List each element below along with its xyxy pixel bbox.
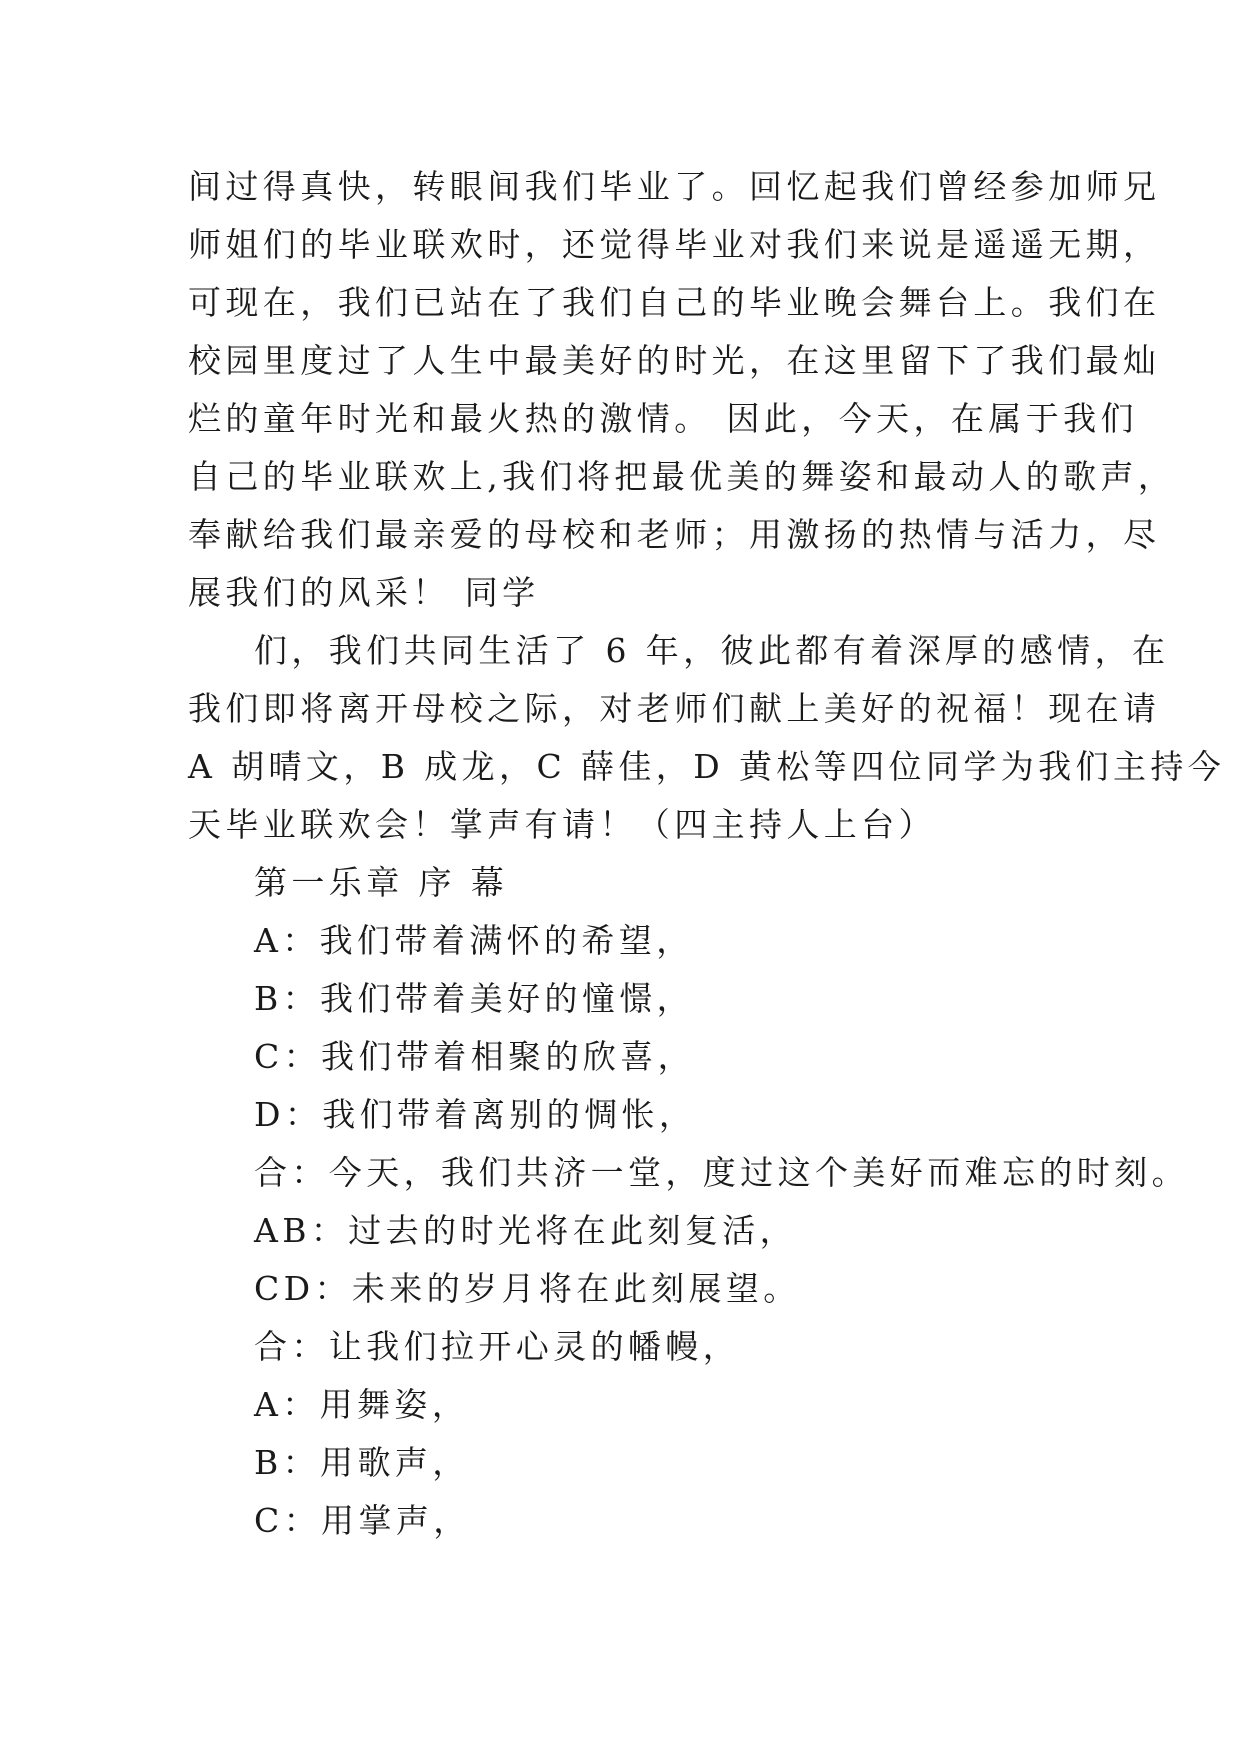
text-line: 可现在，我们已站在了我们自己的毕业晚会舞台上。我们在 — [188, 283, 1161, 322]
script-line: 合：今天，我们共济一堂，度过这个美好而难忘的时刻。 — [254, 1153, 1189, 1192]
document-body — [188, 158, 1226, 1550]
script-line: CD：未来的岁月将在此刻展望。 — [254, 1269, 801, 1308]
script-line: 合：让我们拉开心灵的幡幔， — [254, 1327, 741, 1366]
text-line: 间过得真快，转眼间我们毕业了。回忆起我们曾经参加师兄 — [188, 167, 1161, 206]
section-heading: 第一乐章 序 幕 — [254, 863, 509, 902]
script-line: AB：过去的时光将在此刻复活， — [254, 1211, 798, 1250]
script-line: A：我们带着满怀的希望， — [254, 921, 694, 960]
text-line: 自己的毕业联欢上,我们将把最优美的舞姿和最动人的歌声， — [188, 457, 1176, 496]
text-line: 校园里度过了人生中最美好的时光，在这里留下了我们最灿 — [188, 341, 1161, 380]
script-line: D：我们带着离别的惆怅， — [254, 1095, 697, 1134]
text-line: 展我们的风采！ 同学 — [188, 573, 540, 612]
script-line: C：我们带着相聚的欣喜， — [254, 1037, 696, 1076]
text-line: 们，我们共同生活了 6 年，彼此都有着深厚的感情，在 — [254, 631, 1170, 670]
text-line: 我们即将离开母校之际，对老师们献上美好的祝福！现在请 — [188, 689, 1161, 728]
text-line: A 胡晴文，B 成龙，C 薛佳，D 黄松等四位同学为我们主持今 — [188, 747, 1226, 786]
text-line: 烂的童年时光和最火热的激情。 因此，今天，在属于我们 — [188, 399, 1138, 438]
script-line: A：用舞姿， — [254, 1385, 470, 1424]
text-line: 师姐们的毕业联欢时，还觉得毕业对我们来说是遥遥无期， — [188, 225, 1161, 264]
script-line: C：用掌声， — [254, 1501, 471, 1540]
text-line: 奉献给我们最亲爱的母校和老师；用激扬的热情与活力，尽 — [188, 515, 1161, 554]
script-line: B：用歌声， — [254, 1443, 470, 1482]
script-line: B：我们带着美好的憧憬， — [254, 979, 695, 1018]
text-line: 天毕业联欢会！掌声有请！（四主持人上台） — [188, 805, 936, 844]
